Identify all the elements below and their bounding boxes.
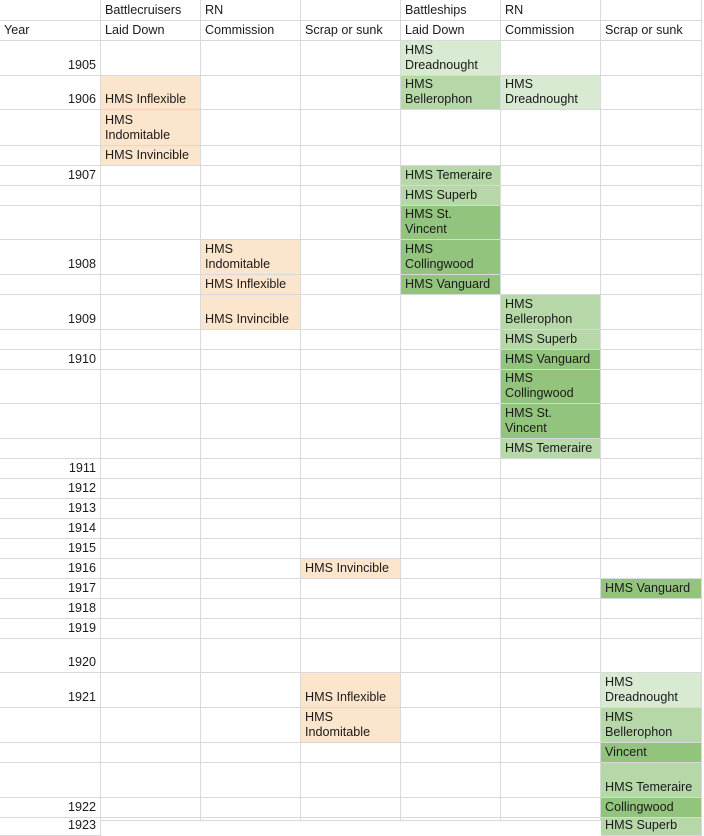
cell-bb-commission[interactable] [501,763,601,798]
cell-bc-scrap[interactable] [301,0,401,21]
cell-year[interactable] [0,619,101,639]
cell-text: HMS Indomitable [205,242,271,271]
cell-bc-commission[interactable] [201,186,301,206]
cell-text: HMS Superb [605,818,678,832]
cell-bb-commission[interactable] [501,619,601,639]
cell-text: 1908 [67,257,96,271]
cell-bb-scrap[interactable] [601,639,702,673]
cell-bb-commission[interactable] [501,240,601,275]
cell-bb-scrap[interactable] [601,743,702,763]
cell-year[interactable] [0,763,101,798]
cell-bc-scrap[interactable] [301,539,401,559]
cell-bb-scrap[interactable] [601,798,702,818]
cell-bb-laid-down[interactable] [401,110,501,146]
cell-bb-laid-down[interactable] [401,673,501,708]
cell-bb-commission[interactable] [501,330,601,350]
cell-bc-scrap[interactable] [301,559,401,579]
cell-bc-laid-down[interactable] [101,459,201,479]
cell-year[interactable] [0,350,101,370]
cell-text: 1922 [67,800,96,814]
cell-bb-scrap[interactable] [601,240,702,275]
cell-bc-scrap[interactable] [301,110,401,146]
cell-year[interactable] [0,41,101,76]
cell-bc-laid-down[interactable] [101,240,201,275]
cell-text: Year [4,23,30,37]
cell-bb-scrap[interactable] [601,295,702,330]
cell-bb-commission[interactable] [501,539,601,559]
cell-bc-commission[interactable] [201,579,301,599]
cell-text: HMS Dreadnought [405,43,478,72]
cell-year[interactable] [0,639,101,673]
cell-bb-commission[interactable] [501,743,601,763]
cell-bc-commission[interactable] [201,559,301,579]
cell-bc-laid-down[interactable] [101,21,201,41]
cell-bb-commission[interactable] [501,459,601,479]
cell-bb-laid-down[interactable] [401,439,501,459]
cell-bb-commission[interactable] [501,579,601,599]
cell-text: Collingwood [605,800,674,814]
cell-bc-scrap[interactable] [301,330,401,350]
cell-bc-commission[interactable] [201,539,301,559]
cell-bc-laid-down[interactable] [101,639,201,673]
cell-text: Laid Down [405,23,465,37]
cell-bc-scrap[interactable] [301,41,401,76]
cell-text: HMS St. Vincent [505,406,552,435]
cell-year[interactable] [0,110,101,146]
cell-bc-laid-down[interactable] [101,499,201,519]
cell-text: 1906 [67,92,96,106]
cell-text: 1918 [67,601,96,615]
cell-text: HMS Temeraire [505,441,593,455]
cell-bb-laid-down[interactable] [401,350,501,370]
cell-bb-laid-down[interactable] [401,0,501,21]
cell-text: 1914 [67,521,96,535]
cell-bb-commission[interactable] [501,275,601,295]
cell-bc-laid-down[interactable] [101,439,201,459]
cell-bb-commission[interactable] [501,146,601,166]
cell-year[interactable] [0,599,101,619]
cell-bb-laid-down[interactable] [401,404,501,439]
cell-bc-commission[interactable] [201,295,301,330]
cell-bc-laid-down[interactable] [101,404,201,439]
cell-text: HMS Collingwood [505,371,574,400]
cell-bb-laid-down[interactable] [401,499,501,519]
cell-bc-scrap[interactable] [301,639,401,673]
cell-text: HMS Bellerophon [605,710,673,739]
cell-bc-scrap[interactable] [301,146,401,166]
cell-bb-scrap[interactable] [601,275,702,295]
cell-year[interactable] [0,559,101,579]
cell-text: HMS Bellerophon [405,77,473,106]
cell-year[interactable] [0,499,101,519]
cell-text: Battlecruisers [105,3,182,17]
cell-bc-commission[interactable] [201,76,301,110]
cell-bc-scrap[interactable] [301,240,401,275]
cell-bc-laid-down[interactable] [101,330,201,350]
cell-bc-scrap[interactable] [301,404,401,439]
cell-year[interactable] [0,76,101,110]
cell-year[interactable] [0,479,101,499]
cell-text: 1916 [67,561,96,575]
cell-bc-commission[interactable] [201,350,301,370]
cell-text: 1919 [67,621,96,635]
cell-bb-commission[interactable] [501,41,601,76]
cell-bb-laid-down[interactable] [401,206,501,240]
cell-year[interactable] [0,673,101,708]
cell-bb-laid-down[interactable] [401,539,501,559]
cell-text: HMS Temeraire [405,168,493,182]
cell-bc-laid-down[interactable] [101,350,201,370]
cell-bb-commission[interactable] [501,519,601,539]
cell-text: HMS Superb [405,188,478,202]
cell-bb-laid-down[interactable] [401,41,501,76]
cell-bb-commission[interactable] [501,639,601,673]
cell-bb-scrap[interactable] [601,110,702,146]
cell-text: HMS Invincible [305,561,389,575]
cell-bb-scrap[interactable] [601,330,702,350]
cell-bb-commission[interactable] [501,673,601,708]
cell-bc-scrap[interactable] [301,619,401,639]
cell-bc-commission[interactable] [201,206,301,240]
cell-bb-laid-down[interactable] [401,479,501,499]
cell-bc-laid-down[interactable] [101,41,201,76]
cell-bc-laid-down[interactable] [101,370,201,404]
cell-bc-laid-down[interactable] [101,519,201,539]
cell-bb-commission[interactable] [501,21,601,41]
cell-year[interactable] [0,459,101,479]
cell-text: HMS Bellerophon [505,297,573,326]
cell-text: HMS Vanguard [405,277,491,291]
cell-text: HMS Superb [505,332,578,346]
cell-bb-laid-down[interactable] [401,459,501,479]
cell-text: 1907 [67,168,96,182]
cell-bb-scrap[interactable] [601,499,702,519]
cell-bc-commission[interactable] [201,110,301,146]
cell-bb-laid-down[interactable] [401,818,501,821]
cell-bc-commission[interactable] [201,599,301,619]
cell-bc-commission[interactable] [201,519,301,539]
cell-bc-commission[interactable] [201,370,301,404]
cell-bb-laid-down[interactable] [401,619,501,639]
cell-bc-laid-down[interactable] [101,275,201,295]
cell-bc-laid-down[interactable] [101,0,201,21]
cell-bb-scrap[interactable] [601,0,702,21]
cell-bc-commission[interactable] [201,439,301,459]
cell-bc-scrap[interactable] [301,763,401,798]
cell-bb-scrap[interactable] [601,370,702,404]
cell-bb-laid-down[interactable] [401,21,501,41]
cell-bb-scrap[interactable] [601,146,702,166]
cell-bc-laid-down[interactable] [101,295,201,330]
cell-bc-scrap[interactable] [301,275,401,295]
cell-bb-scrap[interactable] [601,579,702,599]
cell-text: 1921 [67,690,96,704]
cell-text: Scrap or sunk [305,23,383,37]
cell-bc-scrap[interactable] [301,439,401,459]
cell-bc-commission[interactable] [201,818,301,821]
cell-bb-commission[interactable] [501,439,601,459]
cell-bb-laid-down[interactable] [401,639,501,673]
cell-bc-scrap[interactable] [301,479,401,499]
cell-text: RN [205,3,224,17]
cell-year[interactable] [0,240,101,275]
cell-year[interactable] [0,439,101,459]
cell-bc-commission[interactable] [201,146,301,166]
cell-bc-scrap[interactable] [301,206,401,240]
cell-bb-laid-down[interactable] [401,240,501,275]
cell-bc-commission[interactable] [201,798,301,818]
cell-text: HMS Dreadnought [605,675,678,704]
cell-bb-scrap[interactable] [601,76,702,110]
cell-bb-commission[interactable] [501,370,601,404]
cell-text: HMS Vanguard [505,352,591,366]
cell-text: RN [505,3,524,17]
cell-bb-scrap[interactable] [601,619,702,639]
cell-bc-scrap[interactable] [301,673,401,708]
cell-bc-scrap[interactable] [301,519,401,539]
cell-year[interactable] [0,330,101,350]
cell-bc-scrap[interactable] [301,708,401,743]
cell-bb-commission[interactable] [501,166,601,186]
cell-bb-commission[interactable] [501,599,601,619]
cell-bc-commission[interactable] [201,743,301,763]
cell-year[interactable] [0,818,101,836]
cell-bc-scrap[interactable] [301,499,401,519]
cell-year[interactable] [0,275,101,295]
cell-text: Battleships [405,3,467,17]
cell-bc-laid-down[interactable] [101,206,201,240]
cell-bc-scrap[interactable] [301,579,401,599]
cell-bc-laid-down[interactable] [101,619,201,639]
cell-bc-scrap[interactable] [301,743,401,763]
cell-bb-commission[interactable] [501,818,601,821]
cell-text: 1917 [67,581,96,595]
cell-bb-laid-down[interactable] [401,519,501,539]
cell-bb-commission[interactable] [501,404,601,439]
cell-bc-commission[interactable] [201,166,301,186]
cell-bc-commission[interactable] [201,404,301,439]
cell-bb-scrap[interactable] [601,404,702,439]
cell-text: HMS Inflexible [105,92,187,106]
cell-bb-scrap[interactable] [601,519,702,539]
cell-bb-commission[interactable] [501,206,601,240]
cell-bc-commission[interactable] [201,240,301,275]
cell-bb-scrap[interactable] [601,763,702,798]
cell-bc-commission[interactable] [201,41,301,76]
cell-bb-commission[interactable] [501,0,601,21]
cell-bb-laid-down[interactable] [401,146,501,166]
cell-year[interactable] [0,404,101,439]
cell-bc-commission[interactable] [201,479,301,499]
cell-year[interactable] [0,708,101,743]
cell-bb-laid-down[interactable] [401,275,501,295]
cell-bc-laid-down[interactable] [101,146,201,166]
cell-bc-laid-down[interactable] [101,818,201,821]
cell-bc-laid-down[interactable] [101,579,201,599]
cell-bb-laid-down[interactable] [401,76,501,110]
cell-text: 1920 [67,655,96,669]
cell-text: 1910 [67,352,96,366]
cell-bb-scrap[interactable] [601,350,702,370]
cell-year[interactable] [0,146,101,166]
cell-bc-scrap[interactable] [301,798,401,818]
cell-bb-scrap[interactable] [601,479,702,499]
cell-bc-scrap[interactable] [301,350,401,370]
cell-bb-scrap[interactable] [601,599,702,619]
cell-text: 1911 [68,461,96,475]
cell-bc-scrap[interactable] [301,599,401,619]
cell-bc-laid-down[interactable] [101,559,201,579]
cell-bc-laid-down[interactable] [101,743,201,763]
cell-bb-scrap[interactable] [601,186,702,206]
cell-text: HMS Invincible [205,312,289,326]
cell-bc-commission[interactable] [201,763,301,798]
cell-text: HMS Dreadnought [505,77,578,106]
cell-bc-scrap[interactable] [301,295,401,330]
cell-bc-scrap[interactable] [301,166,401,186]
cell-text: 1909 [67,312,96,326]
cell-bb-laid-down[interactable] [401,370,501,404]
cell-year[interactable] [0,206,101,240]
cell-text: HMS Indomitable [105,113,171,142]
cell-text: Commission [205,23,275,37]
cell-bb-scrap[interactable] [601,539,702,559]
cell-bc-laid-down[interactable] [101,673,201,708]
cell-bb-commission[interactable] [501,350,601,370]
cell-bb-laid-down[interactable] [401,186,501,206]
cell-text: HMS St. Vincent [405,207,452,236]
cell-bc-commission[interactable] [201,673,301,708]
cell-text: Scrap or sunk [605,23,683,37]
cell-year[interactable] [0,370,101,404]
cell-year[interactable] [0,0,101,21]
cell-text: HMS Inflexible [205,277,287,291]
cell-bb-commission[interactable] [501,295,601,330]
cell-bc-scrap[interactable] [301,370,401,404]
cell-text: 1905 [67,58,96,72]
cell-bb-commission[interactable] [501,76,601,110]
cell-bb-scrap[interactable] [601,21,702,41]
cell-year[interactable] [0,519,101,539]
cell-bb-scrap[interactable] [601,673,702,708]
cell-year[interactable] [0,579,101,599]
cell-bc-commission[interactable] [201,639,301,673]
cell-bc-commission[interactable] [201,499,301,519]
cell-bb-laid-down[interactable] [401,599,501,619]
cell-text: HMS Collingwood [405,242,474,271]
cell-bc-laid-down[interactable] [101,186,201,206]
cell-bc-commission[interactable] [201,0,301,21]
cell-bb-commission[interactable] [501,186,601,206]
cell-bb-laid-down[interactable] [401,330,501,350]
cell-bb-scrap[interactable] [601,559,702,579]
cell-bb-scrap[interactable] [601,459,702,479]
cell-bc-scrap[interactable] [301,76,401,110]
cell-bb-scrap[interactable] [601,206,702,240]
cell-text: 1913 [67,501,96,515]
cell-bc-scrap[interactable] [301,459,401,479]
cell-bc-laid-down[interactable] [101,708,201,743]
cell-text: 1923 [67,818,96,832]
cell-bc-commission[interactable] [201,459,301,479]
cell-bc-scrap[interactable] [301,186,401,206]
cell-bc-laid-down[interactable] [101,76,201,110]
cell-bc-scrap[interactable] [301,21,401,41]
cell-bc-commission[interactable] [201,708,301,743]
cell-text: HMS Indomitable [305,710,371,739]
cell-text: HMS Inflexible [305,690,387,704]
cell-bb-scrap[interactable] [601,166,702,186]
cell-bc-laid-down[interactable] [101,798,201,818]
cell-bc-commission[interactable] [201,21,301,41]
cell-bb-laid-down[interactable] [401,579,501,599]
cell-bb-commission[interactable] [501,499,601,519]
cell-bc-commission[interactable] [201,330,301,350]
cell-text: HMS Invincible [105,148,189,162]
cell-bb-scrap[interactable] [601,818,702,836]
cell-bb-laid-down[interactable] [401,166,501,186]
cell-bc-laid-down[interactable] [101,479,201,499]
cell-year[interactable] [0,539,101,559]
cell-bb-commission[interactable] [501,708,601,743]
cell-text: 1915 [67,541,96,555]
cell-bb-commission[interactable] [501,479,601,499]
cell-bb-scrap[interactable] [601,708,702,743]
cell-bb-commission[interactable] [501,110,601,146]
cell-text: 1912 [67,481,96,495]
cell-bb-laid-down[interactable] [401,559,501,579]
cell-year[interactable] [0,295,101,330]
cell-bc-laid-down[interactable] [101,166,201,186]
cell-bb-commission[interactable] [501,559,601,579]
cell-bb-laid-down[interactable] [401,743,501,763]
cell-bb-scrap[interactable] [601,439,702,459]
cell-bb-scrap[interactable] [601,41,702,76]
cell-bc-scrap[interactable] [301,818,401,821]
cell-bc-laid-down[interactable] [101,599,201,619]
cell-bc-laid-down[interactable] [101,763,201,798]
cell-bb-laid-down[interactable] [401,295,501,330]
cell-text: Laid Down [105,23,165,37]
cell-year[interactable] [0,798,101,818]
cell-bb-laid-down[interactable] [401,798,501,818]
cell-year[interactable] [0,21,101,41]
cell-bc-laid-down[interactable] [101,110,201,146]
cell-text: Vincent [605,745,647,759]
cell-bc-commission[interactable] [201,619,301,639]
cell-year[interactable] [0,186,101,206]
cell-text: HMS Temeraire [605,780,693,794]
cell-bc-commission[interactable] [201,275,301,295]
cell-bb-laid-down[interactable] [401,763,501,798]
cell-year[interactable] [0,743,101,763]
cell-text: HMS Vanguard [605,581,691,595]
cell-bb-laid-down[interactable] [401,708,501,743]
cell-bc-laid-down[interactable] [101,539,201,559]
cell-year[interactable] [0,166,101,186]
cell-text: Commission [505,23,575,37]
cell-bb-commission[interactable] [501,798,601,818]
